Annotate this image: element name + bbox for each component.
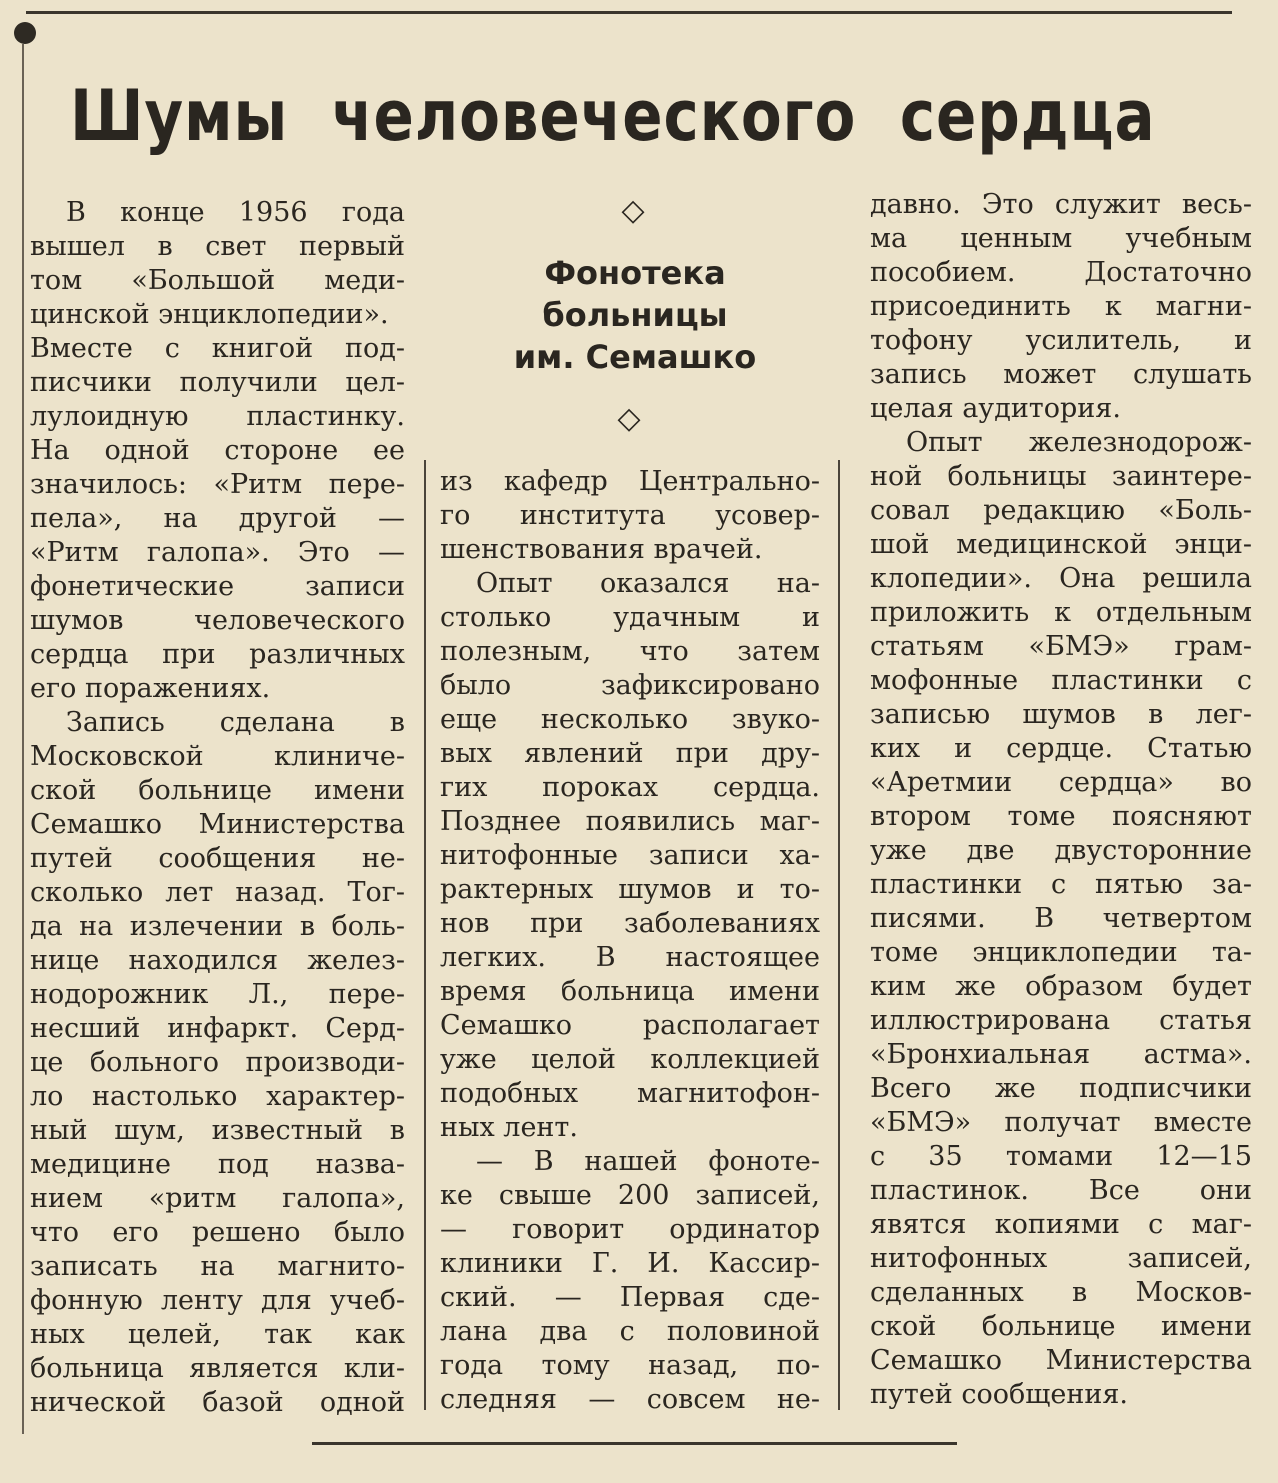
text-line: пластинок. Все они <box>870 1175 1252 1206</box>
text-line: фонетические записи <box>30 571 405 602</box>
bottom-rule <box>312 1442 957 1445</box>
text-line: Семашко Министерства <box>870 1345 1252 1376</box>
text-line: сердца при различных <box>30 639 405 670</box>
text-line: запись может слушать <box>870 359 1252 390</box>
text-line: пела», на другой — <box>30 503 405 534</box>
text-line: что его решено было <box>30 1217 405 1248</box>
text-line: уже две двусторонние <box>870 835 1252 866</box>
subheading-line: им. Семашко <box>513 338 757 376</box>
text-line: клопедии». Она решила <box>870 563 1252 594</box>
text-line: сколько лет назад. Тог- <box>30 877 405 908</box>
text-line: путей сообщения не- <box>30 843 405 874</box>
text-line: да на излечении в боль- <box>30 911 405 942</box>
text-line: — В нашей фоноте- <box>476 1146 820 1177</box>
article-subheading <box>480 252 790 378</box>
ornament-icon: ◇ <box>621 193 645 228</box>
text-line: Московской клиниче- <box>30 741 405 772</box>
text-line: столько удачным и <box>440 602 820 633</box>
text-line: больница является кли- <box>30 1353 405 1384</box>
text-line: фонную ленту для учеб- <box>30 1285 405 1316</box>
text-line: писями. В четвертом <box>870 903 1252 934</box>
subheading-line: больницы <box>542 296 728 334</box>
text-line: пособием. Достаточно <box>870 257 1252 288</box>
text-line: статьям «БМЭ» грам- <box>870 631 1252 662</box>
text-line: ской больнице имени <box>870 1311 1252 1342</box>
text-line: шенствования врачей. <box>440 534 763 565</box>
text-line: иллюстрирована статья <box>870 1005 1252 1036</box>
text-line: уже целой коллекцией <box>440 1044 820 1075</box>
text-line: присоединить к магни- <box>870 291 1252 322</box>
ornament-icon: ◇ <box>617 401 641 436</box>
text-line: вых явлений при дру- <box>440 738 820 769</box>
text-line: ких и сердце. Статью <box>870 733 1252 764</box>
text-line: нице находился желез- <box>30 945 405 976</box>
text-line: с 35 томами 12—15 <box>870 1141 1252 1172</box>
text-line: легких. В настоящее <box>440 942 820 973</box>
article-column-2 <box>440 465 820 1417</box>
text-line: пластинки с пятью за- <box>870 869 1252 900</box>
text-line: Всего же подписчики <box>870 1073 1252 1104</box>
text-line: том «Большой меди- <box>30 265 405 296</box>
text-line: В конце 1956 года <box>66 197 405 228</box>
text-line: гих пороках сердца. <box>440 772 820 803</box>
text-line: Запись сделана в <box>66 707 405 738</box>
text-line: го института усовер- <box>440 500 820 531</box>
text-line: приложить к отдельным <box>870 597 1252 628</box>
text-line: лана два с половиной <box>440 1316 820 1347</box>
text-line: ской больнице имени <box>30 775 405 806</box>
text-line: Позднее появились маг- <box>440 806 820 837</box>
text-line: «Бронхиальная астма». <box>870 1039 1252 1070</box>
text-line: его поражениях. <box>30 673 271 704</box>
text-line: время больница имени <box>440 976 820 1007</box>
text-line: лулоидную пластинку. <box>30 401 405 432</box>
text-line: путей сообщения. <box>870 1379 1128 1410</box>
text-line: Семашко Министерства <box>30 809 405 840</box>
text-line: шой медицинской энци- <box>870 529 1252 560</box>
text-line: нием «ритм галопа», <box>30 1183 405 1214</box>
text-line: нов при заболеваниях <box>440 908 820 939</box>
text-line: из кафедр Центрально- <box>440 466 820 497</box>
text-line: еще несколько звуко- <box>440 704 820 735</box>
text-line: подобных магнитофон- <box>440 1078 820 1109</box>
text-line: клиники Г. И. Кассир- <box>440 1248 820 1279</box>
text-line: совал редакцию «Боль- <box>870 495 1252 526</box>
text-line: ский. — Первая сде- <box>440 1282 820 1313</box>
text-line: «Аретмии сердца» во <box>870 767 1252 798</box>
text-line: ной больницы заинтере- <box>870 461 1252 492</box>
text-line: Опыт железнодорож- <box>906 427 1252 458</box>
text-line: Вместе с книгой под- <box>30 333 405 364</box>
text-line: года тому назад, по- <box>440 1350 820 1381</box>
text-line: Опыт оказался на- <box>476 568 820 599</box>
text-line: мофонные пластинки с <box>870 665 1252 696</box>
text-line: медицине под назва- <box>30 1149 405 1180</box>
top-rule <box>26 11 1232 14</box>
text-line: писчики получили цел- <box>30 367 405 398</box>
text-line: ло настолько характер- <box>30 1081 405 1112</box>
article-column-1 <box>30 196 405 1420</box>
text-line: це больного производи- <box>30 1047 405 1078</box>
text-line: нитофонные записи ха- <box>440 840 820 871</box>
text-line: целая аудитория. <box>870 393 1121 424</box>
text-line: следняя — совсем не- <box>440 1384 820 1415</box>
article-title: Шумы человеческого сердца <box>70 75 1156 157</box>
subheading-line: Фонотека <box>544 254 726 292</box>
text-line: вышел в свет первый <box>30 231 405 262</box>
text-line: записью шумов в лег- <box>870 699 1252 730</box>
text-line: ким же образом будет <box>870 971 1252 1002</box>
text-line: тофону усилитель, и <box>870 325 1252 356</box>
text-line: На одной стороне ее <box>30 435 405 466</box>
text-line: ных целей, так как <box>30 1319 405 1350</box>
text-line: втором томе поясняют <box>870 801 1252 832</box>
text-line: нической базой одной <box>30 1387 405 1418</box>
text-line: ма ценным учебным <box>870 223 1252 254</box>
text-line: «БМЭ» получат вместе <box>870 1107 1252 1138</box>
text-line: несший инфаркт. Серд- <box>30 1013 405 1044</box>
text-line: рактерных шумов и то- <box>440 874 820 905</box>
column-rule <box>838 460 840 1410</box>
text-line: ке свыше 200 записей, <box>440 1180 820 1211</box>
text-line: томе энциклопедии та- <box>870 937 1252 968</box>
text-line: — говорит ординатор <box>440 1214 820 1245</box>
text-line: явятся копиями с маг- <box>870 1209 1252 1240</box>
text-line: нодорожник Л., пере- <box>30 979 405 1010</box>
article-column-3 <box>870 188 1252 1412</box>
text-line: записать на магнито- <box>30 1251 405 1282</box>
text-line: значилось: «Ритм пере- <box>30 469 405 500</box>
text-line: было зафиксировано <box>440 670 820 701</box>
text-line: давно. Это служит весь- <box>870 189 1252 220</box>
text-line: шумов человеческого <box>30 605 405 636</box>
text-line: полезным, что затем <box>440 636 820 667</box>
text-line: ных лент. <box>440 1112 578 1143</box>
text-line: Семашко располагает <box>440 1010 820 1041</box>
text-line: нитофонных записей, <box>870 1243 1252 1274</box>
column-rule <box>424 460 426 1410</box>
registration-dot <box>14 22 36 44</box>
text-line: сделанных в Москов- <box>870 1277 1252 1308</box>
left-border-rule <box>22 44 24 1434</box>
text-line: цинской энциклопедии». <box>30 299 389 330</box>
text-line: ный шум, известный в <box>30 1115 405 1146</box>
text-line: «Ритм галопа». Это — <box>30 537 405 568</box>
